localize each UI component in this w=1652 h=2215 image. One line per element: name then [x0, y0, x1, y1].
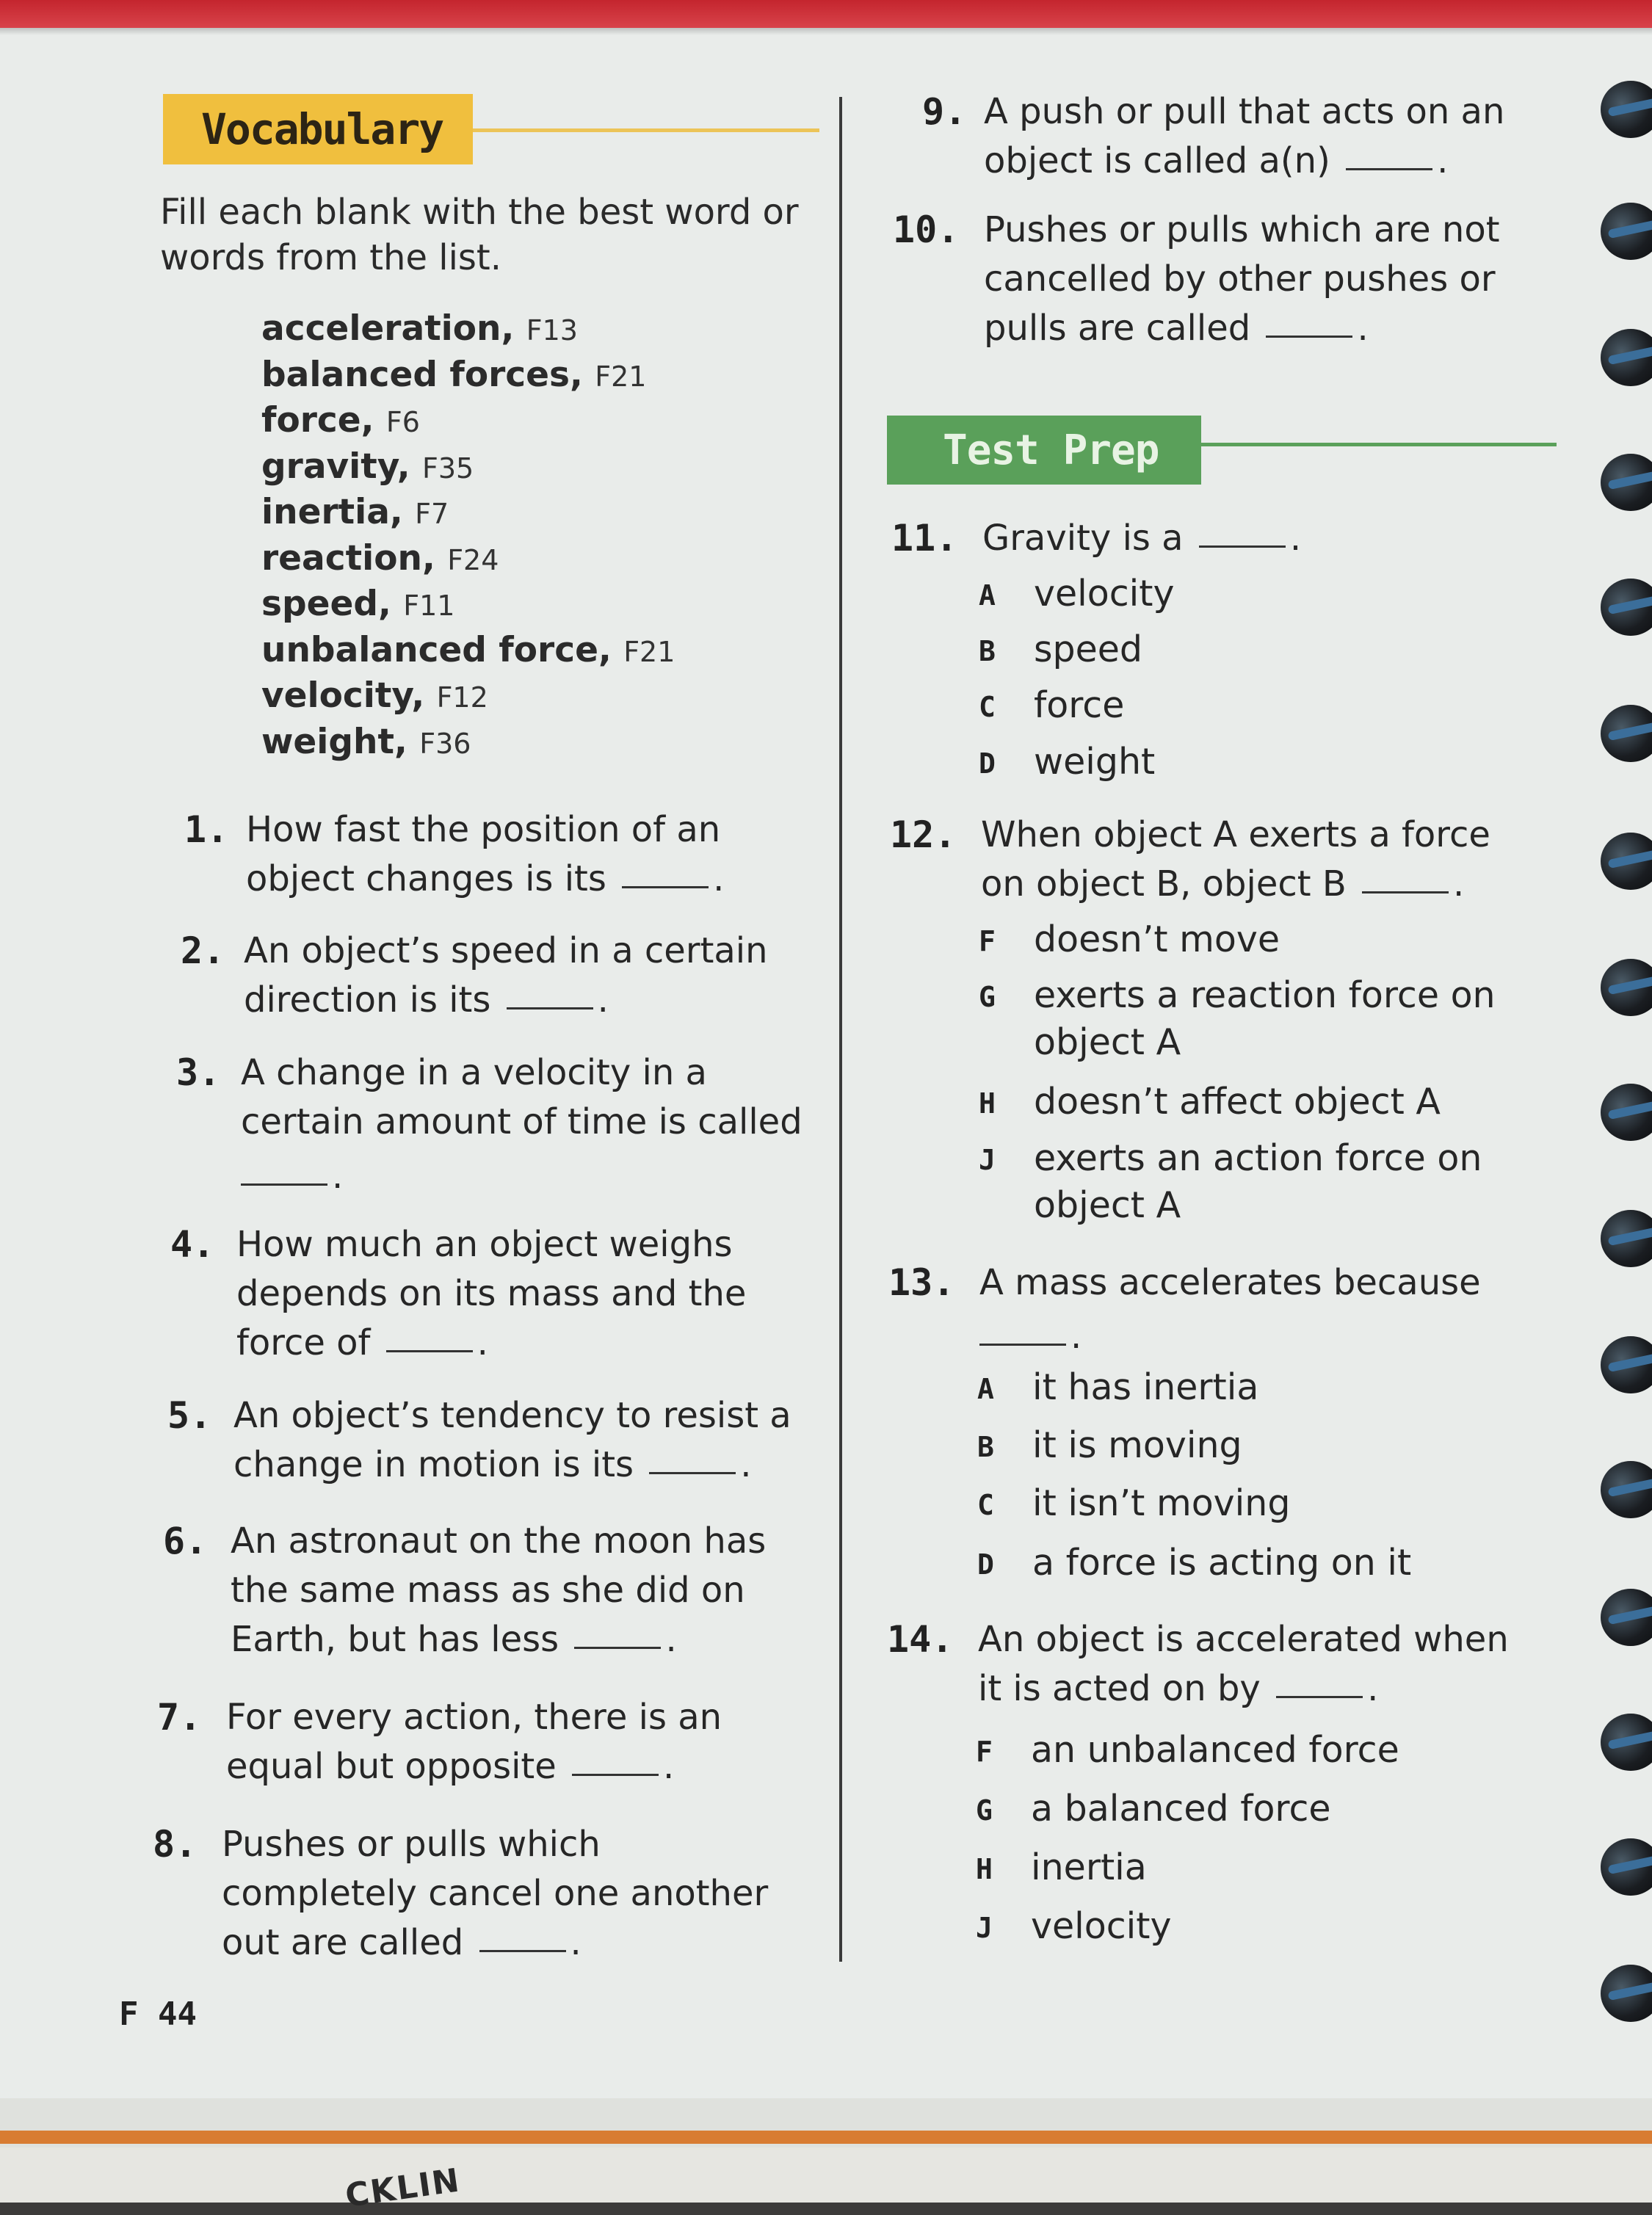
answer-blank[interactable] — [1199, 545, 1286, 548]
answer-blank[interactable] — [979, 1343, 1066, 1346]
word-list-item: weight, F36 — [261, 721, 471, 762]
spiral-ring — [1601, 1336, 1652, 1393]
word-list-item: unbalanced force, F21 — [261, 629, 675, 670]
word-list-item: reaction, F24 — [261, 537, 499, 579]
option-13-a[interactable]: A it has inertia — [977, 1366, 1259, 1408]
test-prep-rule — [1201, 443, 1557, 446]
question-7: 7. For every action, there is an equal but opposite . — [157, 1696, 722, 1787]
spiral-ring — [1601, 329, 1652, 386]
answer-blank[interactable] — [1362, 891, 1449, 893]
vocabulary-rule — [473, 128, 819, 132]
option-13-b[interactable]: B it is moving — [977, 1424, 1242, 1466]
option-12-j[interactable]: J exerts an action force on object A — [979, 1137, 1482, 1226]
question-13: 13. A mass accelerates because . — [888, 1261, 1481, 1357]
option-14-h[interactable]: H inertia — [976, 1846, 1147, 1888]
answer-blank[interactable] — [1276, 1695, 1363, 1698]
option-14-g[interactable]: G a balanced force — [976, 1788, 1331, 1830]
spiral-ring — [1601, 579, 1652, 636]
vocabulary-heading: Vocabulary — [201, 104, 443, 154]
question-5: 5. An object’s tendency to resist a change in motion is its . — [167, 1394, 791, 1485]
word-list-item: balanced forces, F21 — [261, 354, 647, 395]
question-11: 11. Gravity is a . — [891, 517, 1302, 559]
vocabulary-banner — [163, 94, 473, 164]
option-12-f[interactable]: F doesn’t move — [979, 918, 1280, 960]
vocabulary-intro: Fill each blank with the best word or words from the list. — [160, 192, 799, 278]
question-3: 3. A change in a velocity in a certain amount of time is called . — [176, 1051, 803, 1197]
question-2: 2. An object’s speed in a certain direction is its . — [181, 929, 768, 1021]
option-14-j[interactable]: J velocity — [976, 1905, 1172, 1947]
question-4: 4. How much an object weighs depends on its mass and the force of . — [170, 1223, 747, 1363]
question-9: 9. A push or pull that acts on an object is called a(n) . — [922, 90, 1505, 181]
option-14-f[interactable]: F an unbalanced force — [976, 1729, 1399, 1771]
column-divider — [839, 97, 842, 1962]
option-12-g[interactable]: G exerts a reaction force on object A — [979, 974, 1496, 1063]
answer-blank[interactable] — [574, 1646, 661, 1649]
option-12-h[interactable]: H doesn’t affect object A — [979, 1081, 1441, 1123]
spiral-ring — [1601, 203, 1652, 260]
answer-blank[interactable] — [386, 1349, 473, 1352]
word-list — [261, 307, 717, 766]
answer-blank[interactable] — [241, 1183, 327, 1186]
word-list-item: inertia, F7 — [261, 492, 449, 532]
spiral-ring — [1601, 705, 1652, 762]
answer-blank[interactable] — [1346, 167, 1432, 170]
question-12: 12. When object A exerts a force on object B, object B . — [890, 813, 1490, 905]
option-11-c[interactable]: C force — [979, 684, 1125, 726]
test-prep-heading: Test Prep — [943, 426, 1159, 474]
question-6: 6. An astronaut on the moon has the same mass as she did on Earth, but has less . — [163, 1520, 767, 1660]
spiral-ring — [1601, 1714, 1652, 1771]
bottom-orange-band — [0, 2131, 1652, 2144]
answer-blank[interactable] — [479, 1949, 566, 1952]
spiral-ring — [1601, 1084, 1652, 1141]
question-1: 1. How fast the position of an object changes is its . — [184, 808, 725, 899]
question-10: 10. Pushes or pulls which are not cancelled by other pushes or pulls are called . — [893, 209, 1500, 349]
spiral-ring — [1601, 833, 1652, 890]
word-list-item: force, F6 — [261, 400, 420, 441]
answer-blank[interactable] — [572, 1773, 659, 1776]
answer-blank[interactable] — [507, 1007, 593, 1009]
option-13-c[interactable]: C it isn’t moving — [977, 1482, 1291, 1524]
spiral-ring — [1601, 1589, 1652, 1646]
spiral-ring — [1601, 81, 1652, 138]
question-14: 14. An object is accelerated when it is acted on by . — [887, 1618, 1509, 1709]
answer-blank[interactable] — [1266, 335, 1352, 338]
answer-blank[interactable] — [622, 885, 709, 888]
spiral-ring — [1601, 1965, 1652, 2022]
word-list-item: gravity, F35 — [261, 446, 474, 487]
page-number: F 44 — [119, 1995, 197, 2033]
spiral-ring — [1601, 454, 1652, 511]
spiral-ring — [1601, 1838, 1652, 1896]
word-list-item: acceleration, F13 — [261, 308, 578, 349]
option-11-a[interactable]: A velocity — [979, 573, 1175, 615]
spiral-ring — [1601, 1210, 1652, 1267]
top-red-band — [0, 0, 1652, 28]
spiral-ring — [1601, 959, 1652, 1016]
option-13-d[interactable]: D a force is acting on it — [977, 1542, 1412, 1584]
option-11-b[interactable]: B speed — [979, 628, 1143, 670]
question-8: 8. Pushes or pulls which completely cancel one another out are called . — [153, 1823, 769, 1963]
spiral-ring — [1601, 1461, 1652, 1518]
bottom-logo: CKLIN — [343, 2161, 463, 2215]
word-list-item: velocity, F12 — [261, 675, 488, 716]
option-11-d[interactable]: D weight — [979, 741, 1156, 783]
next-page-edge — [0, 2147, 1652, 2203]
answer-blank[interactable] — [649, 1471, 736, 1474]
word-list-item: speed, F11 — [261, 584, 455, 624]
test-prep-banner — [887, 416, 1201, 485]
